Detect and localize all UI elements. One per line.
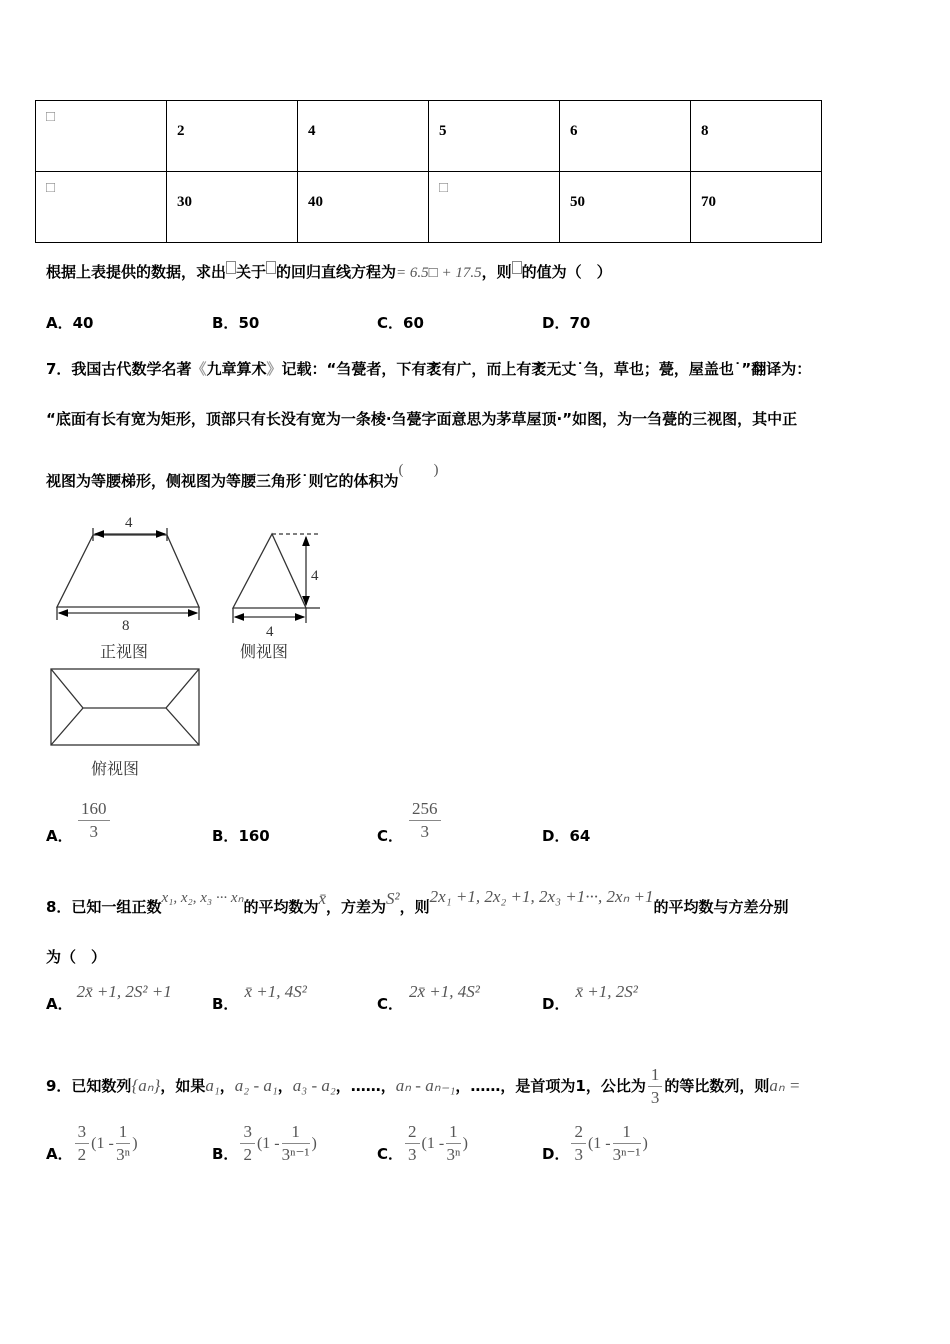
- denominator: 2: [243, 1145, 252, 1164]
- q7-option-c[interactable]: [377, 825, 403, 846]
- paren-open: (1 -: [256, 1134, 280, 1152]
- numerator: 1: [282, 1121, 310, 1144]
- numerator: 160: [78, 798, 110, 821]
- denominator: 2: [77, 1145, 87, 1164]
- option-letter: B．: [212, 314, 239, 332]
- q9-option-a[interactable]: [46, 1121, 140, 1166]
- option-letter: D．: [542, 827, 570, 845]
- option-letter: B．: [212, 995, 239, 1013]
- front-bottom-label: 8: [122, 618, 130, 634]
- q7-option-a[interactable]: [46, 825, 73, 846]
- q8-option-b[interactable]: [212, 982, 307, 1014]
- option-letter: A．: [46, 827, 73, 845]
- text: 的平均数为: [243, 898, 319, 916]
- front-view-caption: 正视图: [100, 642, 149, 661]
- inner-fraction: [116, 1121, 131, 1166]
- math: a₂ - a₁: [234, 1076, 278, 1095]
- paren-close: ): [311, 1134, 317, 1152]
- numerator: 3: [240, 1121, 255, 1144]
- option-letter: C．: [377, 995, 404, 1013]
- option-letter: C．: [377, 1145, 404, 1163]
- option-letter: D．: [542, 995, 570, 1013]
- top-view-ridges: [51, 669, 199, 745]
- three-view-figure: [0, 0, 400, 800]
- numerator: 1: [446, 1121, 461, 1144]
- text: ，……，: [335, 1077, 396, 1095]
- regression-equation: = 6.5□ + 17.5: [396, 265, 482, 281]
- numerator: 256: [409, 798, 441, 821]
- paren-close: ): [462, 1134, 468, 1152]
- math: 2x₁ +1, 2x₂ +1, 2x₃ +1···, 2xₙ +1: [429, 887, 654, 906]
- math: aₙ - aₙ₋₁: [395, 1076, 456, 1095]
- q8-option-c[interactable]: [377, 982, 480, 1014]
- table-cell: □: [36, 172, 167, 243]
- table-cell: 40: [298, 172, 429, 243]
- numerator: 1: [648, 1064, 663, 1087]
- inner-fraction: [282, 1121, 310, 1166]
- paren-open: (1 -: [421, 1134, 445, 1152]
- fraction: [409, 798, 441, 843]
- denominator: 3ⁿ⁻¹: [281, 1145, 310, 1164]
- q8-option-d[interactable]: [542, 982, 638, 1014]
- outer-fraction: [571, 1121, 586, 1166]
- table-cell: □: [429, 172, 560, 243]
- q8-line1: [46, 887, 789, 917]
- option-letter: B．: [212, 1145, 239, 1163]
- text: 9．已知数列: [46, 1077, 132, 1095]
- q7-option-b[interactable]: [212, 825, 270, 846]
- option-text: 70: [569, 314, 591, 332]
- table-cell: 6: [560, 101, 691, 172]
- front-view-trapezoid: [57, 535, 199, 607]
- q7-option-d[interactable]: [542, 825, 590, 846]
- option-text: 64: [569, 827, 591, 845]
- option-text: 60: [403, 314, 424, 332]
- denominator: 3: [89, 822, 98, 841]
- text: ，方差为: [326, 898, 387, 916]
- q8-option-a[interactable]: [46, 982, 172, 1014]
- book-title: 九章算术: [206, 360, 267, 378]
- q9-option-d[interactable]: [542, 1121, 650, 1166]
- option-math: 2x̄ +1, 2S² +1: [76, 982, 172, 1001]
- text: 记载：“刍甍者，下有袤有广，而上有袤无丈˙刍，草也；甍，屋盖也˙”翻译为：: [281, 360, 812, 378]
- denominator: 3: [408, 1145, 417, 1164]
- q9-option-c[interactable]: [377, 1121, 470, 1166]
- denominator: 3: [574, 1145, 583, 1164]
- front-top-label: 4: [125, 515, 133, 531]
- paren-close: ): [642, 1134, 648, 1152]
- side-height-label: 4: [311, 568, 319, 584]
- text: 7．我国古代数学名著: [46, 360, 192, 378]
- text: ，则: [481, 263, 512, 281]
- side-view-triangle: [233, 534, 306, 608]
- q7-line1: 7．我国古代数学名著《九章算术》记载：“刍甍者，下有袤有广，而上有袤无丈˙刍，草也；甍，屋盖也˙”翻译为：: [46, 360, 812, 378]
- outer-fraction: [75, 1121, 90, 1166]
- table-cell: 70: [691, 172, 822, 243]
- outer-fraction: [405, 1121, 420, 1166]
- option-letter: C．: [377, 827, 404, 845]
- text: 的平均数与方差分别: [653, 898, 789, 916]
- placeholder-glyph: [512, 261, 522, 274]
- denominator: 3: [420, 822, 429, 841]
- table-cell: 2: [167, 101, 298, 172]
- table-cell: □: [36, 101, 167, 172]
- text: ，……，是首项为1，公比为: [455, 1077, 646, 1095]
- table-cell: 50: [560, 172, 691, 243]
- numerator: 1: [613, 1121, 641, 1144]
- text: 的回归直线方程为: [276, 263, 397, 281]
- option-letter: C．: [377, 314, 404, 332]
- math: a₁: [205, 1076, 220, 1095]
- top-view-caption: 俯视图: [91, 759, 140, 778]
- option-letter: D．: [542, 314, 570, 332]
- inner-fraction: [613, 1121, 641, 1166]
- option-letter: B．: [212, 827, 239, 845]
- denominator: 3ⁿ⁻¹: [612, 1145, 641, 1164]
- table-cell: 30: [167, 172, 298, 243]
- q6-option-d[interactable]: [542, 312, 590, 333]
- inner-fraction: [446, 1121, 461, 1166]
- fraction: [78, 798, 110, 843]
- numerator: 2: [405, 1121, 420, 1144]
- numerator: 1: [116, 1121, 131, 1144]
- math: x₁, x₂, x₃ ··· xₙ: [161, 890, 244, 906]
- option-letter: A．: [46, 995, 73, 1013]
- text: ，如果: [160, 1077, 206, 1095]
- paren-open: (1 -: [91, 1134, 114, 1152]
- math: a₃ - a₂: [292, 1076, 336, 1095]
- q7-line2: “底面有长有宽为矩形，顶部只有长没有宽为一条棱·刍甍字面意思为茅草屋顶·”如图，为一刍甍的三视图，其中正: [46, 410, 798, 428]
- table-cell: 8: [691, 101, 822, 172]
- outer-fraction: [240, 1121, 255, 1166]
- option-math: x̄ +1, 2S²: [575, 982, 638, 1001]
- text: 根据上表提供的数据，求出: [46, 263, 227, 281]
- q9-option-b[interactable]: [212, 1121, 319, 1166]
- numerator: 3: [75, 1121, 90, 1144]
- text: 的等比数列，则: [664, 1077, 770, 1095]
- q9-line1: 9．已知数列{aₙ}，如果a₁，a₂ - a₁，a₃ - a₂，……，aₙ - aₙ₋₁，……，是首项为1，公比为 $\frac{1}{3}$ 的等比数列，则aₙ =: [46, 1065, 801, 1107]
- denominator: 3: [650, 1088, 660, 1107]
- side-view-caption: 侧视图: [240, 642, 289, 661]
- option-math: x̄ +1, 4S²: [244, 982, 307, 1001]
- table-cell: 5: [429, 101, 560, 172]
- ratio-fraction: [648, 1064, 663, 1109]
- top-view-rectangle: [51, 669, 199, 745]
- option-letter: A．: [46, 1145, 73, 1163]
- side-base-label: 4: [266, 624, 274, 640]
- option-text: 160: [238, 827, 270, 845]
- text: 关于: [236, 263, 267, 281]
- paren-open: (1 -: [587, 1134, 611, 1152]
- text: 视图为等腰梯形，侧视图为等腰三角形˙则它的体积为: [46, 472, 399, 490]
- option-text: 50: [238, 314, 260, 332]
- numerator: 2: [571, 1121, 586, 1144]
- option-text: 40: [72, 314, 94, 332]
- text: 的值为（ ）: [521, 263, 612, 281]
- table-cell: 4: [298, 101, 429, 172]
- math: x̄: [318, 889, 327, 908]
- text: 8．已知一组正数: [46, 898, 162, 916]
- math: S²: [386, 889, 400, 908]
- option-letter: D．: [542, 1145, 570, 1163]
- option-math: 2x̄ +1, 4S²: [409, 982, 480, 1001]
- math: {aₙ}: [131, 1076, 161, 1095]
- math: aₙ =: [769, 1076, 801, 1095]
- answer-paren: ( ): [398, 462, 439, 478]
- paren-close: ): [132, 1134, 138, 1152]
- text: ，则: [399, 898, 430, 916]
- denominator: 3ⁿ: [446, 1145, 461, 1164]
- q8-line2: 为（ ）: [46, 948, 107, 966]
- denominator: 3ⁿ: [116, 1145, 130, 1164]
- option-letter: A．: [46, 314, 73, 332]
